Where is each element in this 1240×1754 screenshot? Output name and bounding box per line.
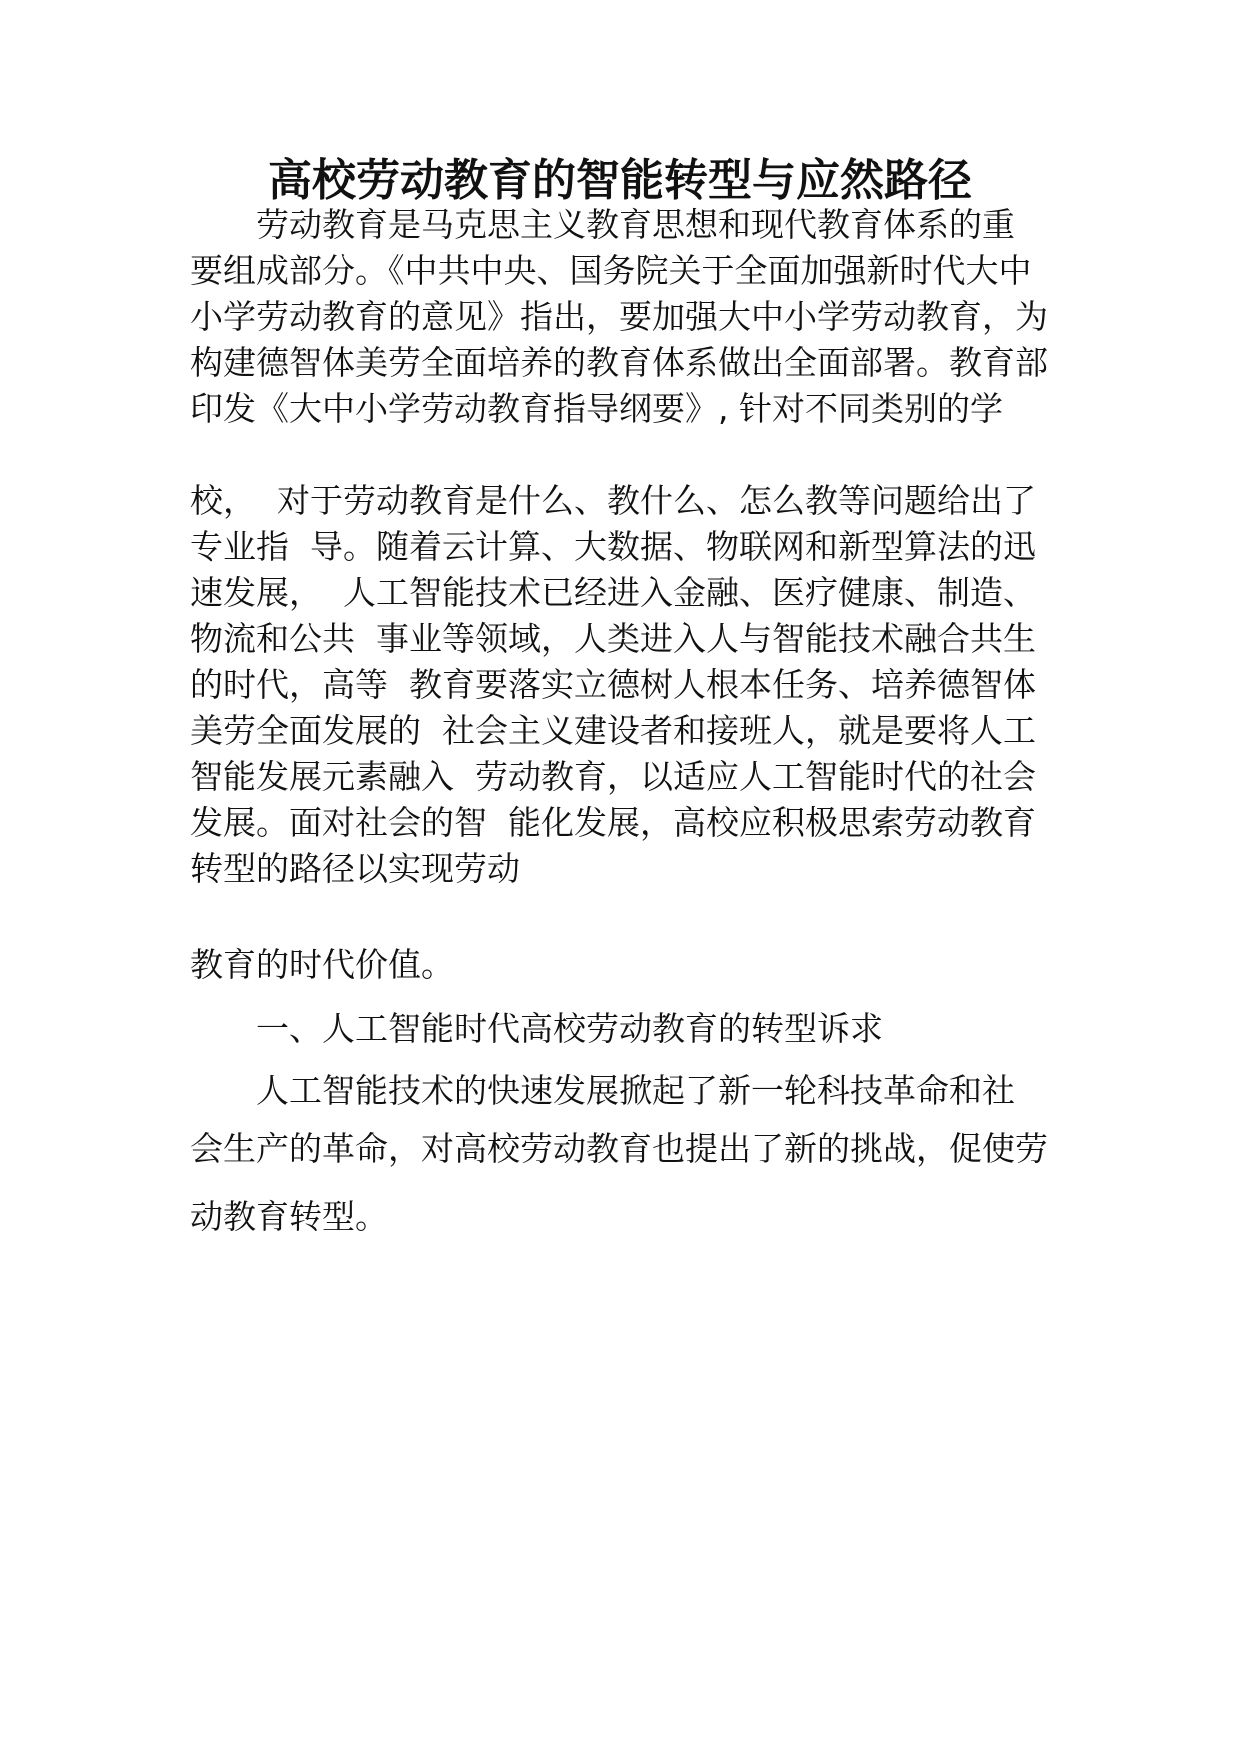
paragraph-line: 小学劳动教育的意见》指出，要加强大中小学劳动教育，为: [190, 297, 1048, 336]
paragraph-line: 印发《大中小学劳动教育指导纲要》, 针对不同类别的学: [190, 389, 1003, 428]
document-title: 高校劳动教育的智能转型与应然路径: [268, 155, 972, 206]
paragraph-line: 专业指 导。随着云计算、大数据、物联网和新型算法的迅: [190, 527, 1036, 566]
paragraph-line: 物流和公共 事业等领域，人类进入人与智能技术融合共生: [190, 619, 1036, 658]
section-heading: 一、人工智能时代高校劳动教育的转型诉求: [256, 1009, 883, 1048]
paragraph-line: 发展。面对社会的智 能化发展，高校应积极思索劳动教育: [190, 803, 1036, 842]
paragraph-line: 要组成部分。《中共中央、国务院关于全面加强新时代大中: [190, 251, 1032, 290]
paragraph-line: 校， 对于劳动教育是什么、教什么、怎么教等问题给出了: [190, 481, 1036, 520]
paragraph-line: 动教育转型。: [190, 1197, 388, 1236]
paragraph-line: 构建德智体美劳全面培养的教育体系做出全面部署。教育部: [190, 343, 1048, 382]
paragraph-line: 转型的路径以实现劳动: [190, 849, 520, 888]
paragraph-continuation: 教育的时代价值。: [190, 945, 454, 984]
paragraph-line: 智能发展元素融入 劳动教育，以适应人工智能时代的社会: [190, 757, 1036, 796]
paragraph-line: 人工智能技术的快速发展掀起了新一轮科技革命和社: [256, 1071, 1015, 1110]
paragraph-line: 的时代，高等 教育要落实立德树人根本任务、培养德智体: [190, 665, 1036, 704]
paragraph-line: 速发展， 人工智能技术已经进入金融、医疗健康、制造、: [190, 573, 1036, 612]
paragraph-line: 会生产的革命，对高校劳动教育也提出了新的挑战，促使劳: [190, 1129, 1048, 1168]
paragraph-line: 美劳全面发展的 社会主义建设者和接班人，就是要将人工: [190, 711, 1036, 750]
paragraph-line: 劳动教育是马克思主义教育思想和现代教育体系的重: [256, 205, 1015, 244]
